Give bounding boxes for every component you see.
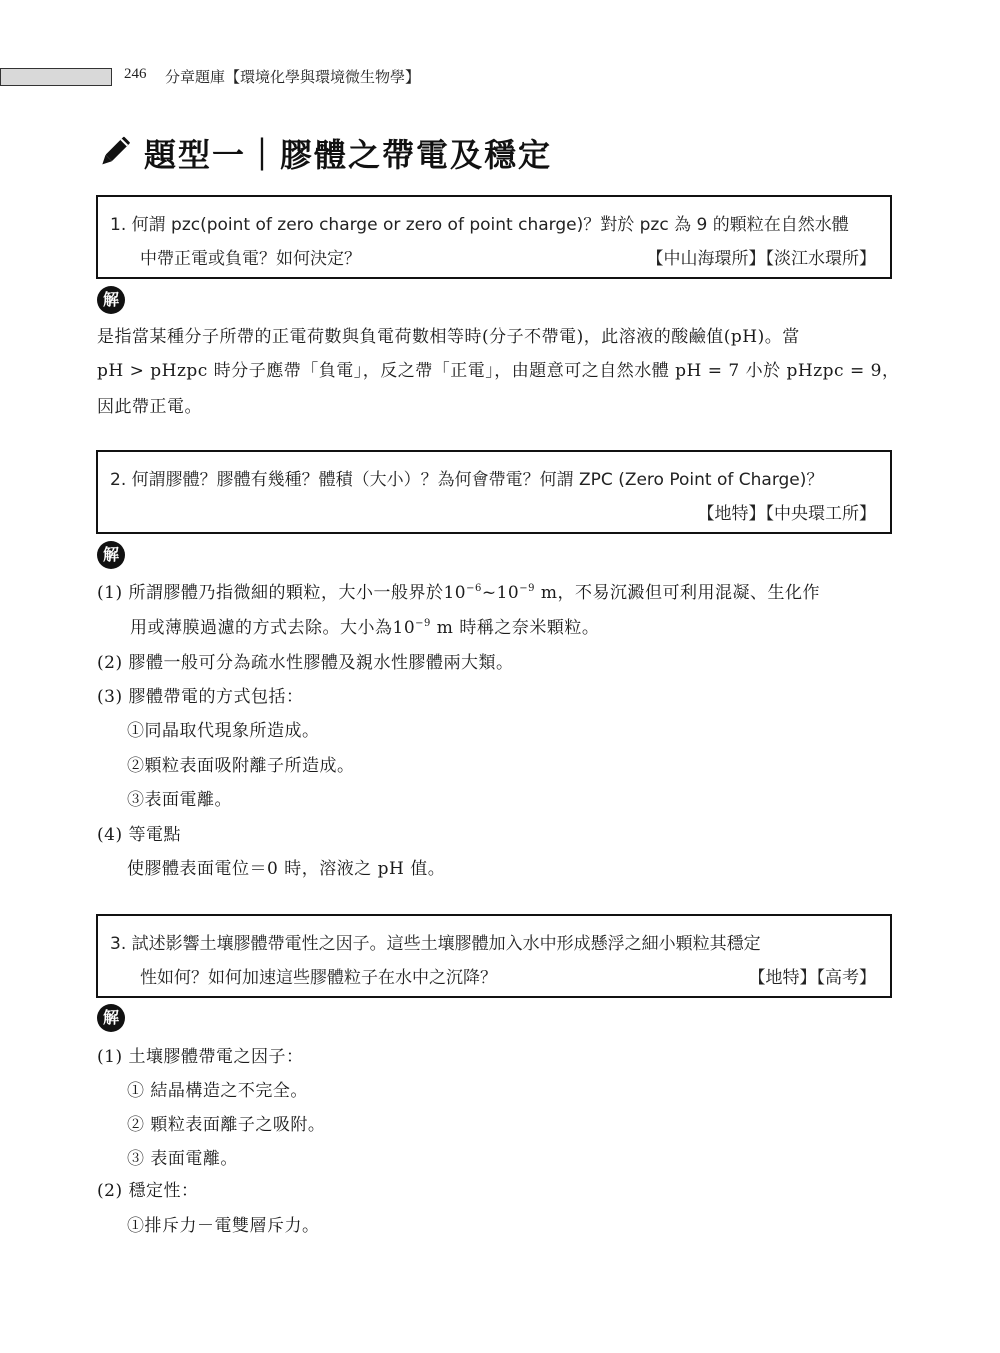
question-1-source: 【中山海環所】【淡江水環所】 (646, 249, 876, 269)
answer-3-item-1: (1) 土壤膠體帶電之因子： (97, 1047, 304, 1067)
question-2-line-1: 2. 何謂膠體？膠體有幾種？體積（大小）？為何會帶電？何謂 ZPC (Zero Point of Charge)？ (110, 470, 824, 490)
question-3-line-1: 3. 試述影響土壤膠體帶電性之因子。這些土壤膠體加入水中形成懸浮之細小顆粒其穩定 (110, 934, 761, 954)
answer-2-item-1-text-b: ~10 (481, 583, 520, 603)
page-header (0, 66, 520, 88)
exponent: −9 (519, 583, 536, 594)
answer-3-item-1-1: ① 結晶構造之不完全。 (127, 1081, 308, 1101)
question-3-source: 【地特】【高考】 (748, 968, 876, 988)
question-3-line-2: 性如何？如何加速這些膠體粒子在水中之沉降？ (140, 968, 497, 988)
header-bar (0, 68, 112, 86)
question-1-line-2: 中帶正電或負電？如何決定？ (140, 249, 361, 269)
solution-badge-3: 解 (97, 1004, 125, 1032)
question-2-source: 【地特】【中央環工所】 (697, 504, 876, 524)
answer-2-item-4: (4) 等電點 (97, 825, 181, 845)
answer-3-item-1-2: ② 顆粒表面離子之吸附。 (127, 1115, 326, 1135)
answer-3-item-2-1: ①排斥力－電雙層斥力。 (127, 1216, 320, 1236)
answer-2-item-1-text-d: 用或薄膜過濾的方式去除。大小為10 (130, 618, 416, 638)
answer-2-item-4-text: 使膠體表面電位＝0 時，溶液之 pH 值。 (127, 859, 446, 879)
answer-2-item-1-line-1 (97, 578, 820, 603)
solution-badge-2: 解 (97, 541, 125, 569)
answer-2-item-3-3: ③表面電離。 (127, 790, 232, 810)
answer-2-item-3-2: ②顆粒表面吸附離子所造成。 (127, 756, 355, 776)
section-title: 題型一｜膠體之帶電及穩定 (144, 136, 553, 174)
answer-2-item-3-1: ①同晶取代現象所造成。 (127, 721, 320, 741)
answer-2-item-1-text-a: (1) 所謂膠體乃指微細的顆粒，大小一般界於10 (97, 583, 467, 603)
question-2-box (96, 450, 892, 534)
answer-2-item-1-line-2 (130, 613, 599, 638)
question-3-box (96, 914, 892, 998)
question-1-box (96, 195, 892, 279)
answer-1-line-2: pH > pHzpc 時分子應帶「負電」，反之帶「正電」，由題意可之自然水體 pH = 7 小於 pHzpc = 9， (97, 361, 900, 381)
answer-2-item-3: (3) 膠體帶電的方式包括： (97, 687, 304, 707)
answer-2-item-2: (2) 膠體一般可分為疏水性膠體及親水性膠體兩大類。 (97, 653, 514, 673)
answer-1-line-3: 因此帶正電。 (97, 397, 202, 417)
chapter-title: 分章題庫【環境化學與環境微生物學】 (165, 68, 421, 86)
solution-badge-1: 解 (97, 286, 125, 314)
answer-2-item-1-text-c: m，不易沉澱但可利用混凝、生化作 (535, 583, 821, 603)
answer-1-line-1: 是指當某種分子所帶的正電荷數與負電荷數相等時(分子不帶電)，此溶液的酸鹼值(pH)。當 (97, 327, 800, 347)
question-1-line-1: 1. 何謂 pzc(point of zero charge or zero of point charge)？對於 pzc 為 9 的顆粒在自然水體 (110, 215, 849, 235)
answer-2-item-1-text-e: m 時稱之奈米顆粒。 (430, 618, 600, 638)
answer-3-item-2: (2) 穩定性： (97, 1181, 199, 1201)
answer-3-item-1-3: ③ 表面電離。 (127, 1149, 238, 1169)
page-number: 246 (124, 66, 147, 82)
exponent: −9 (415, 618, 431, 629)
exponent: −6 (466, 583, 482, 594)
pencil-icon (96, 134, 132, 170)
